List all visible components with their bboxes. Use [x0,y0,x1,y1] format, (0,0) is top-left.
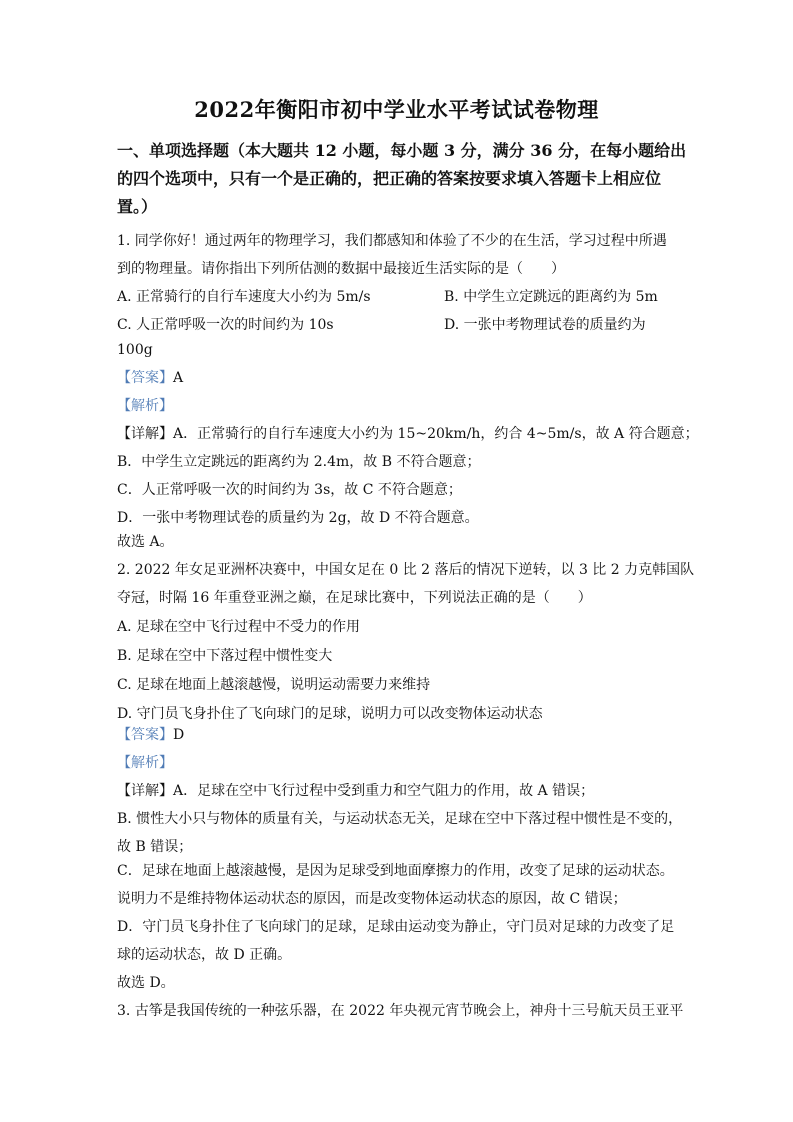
section-header-line-2: 的四个选项中，只有一个是正确的，把正确的答案按要求填入答题卡上相应位 [117,169,662,188]
q1-option-a: A. 正常骑行的自行车速度大小约为 5m/s [117,289,371,305]
detail-label: 【详解】 [117,426,173,442]
q1-stem-line-2: 到的物理量。请你指出下列所估测的数据中最接近生活实际的是（ ） [117,261,565,277]
q2-detail-line-4: C．足球在地面上越滚越慢，是因为足球受到地面摩擦力的作用，改变了足球的运动状态。 [117,863,674,879]
section-header-line-3: 置。） [117,197,158,216]
q2-stem-line-2: 夺冠，时隔 16 年重登亚洲之巅，在足球比赛中，下列说法正确的是（ ） [117,590,592,606]
q2-detail-line-6: D．守门员飞身扑住了飞向球门的足球，足球由运动变为静止，守门员对足球的力改变了足 [117,919,675,935]
section-header-line-1: 一、单项选择题（本大题共 12 小题，每小题 3 分，满分 36 分，在每小题给出 [117,141,687,160]
q2-answer [117,724,184,744]
detail-label: 【详解】 [117,783,173,799]
q1-analysis-label: 【解析】 [117,398,173,414]
q2-option-c: C. 足球在地面上越滚越慢，说明运动需要力来维持 [117,677,431,693]
q2-conclusion: 故选 D。 [117,975,175,991]
q1-conclusion: 故选 A。 [117,534,174,550]
q1-detail-line-4: D．一张中考物理试卷的质量约为 2g，故 D 不符合题意。 [117,510,479,526]
q1-detail-line-1: 【详解】A．正常骑行的自行车速度大小约为 15~20km/h，约合 4~5m/s，故 A 符合题意； [117,426,699,442]
q2-option-b: B. 足球在空中下落过程中惯性变大 [117,648,333,664]
q1-answer-value: A [173,370,184,386]
q1-option-c: C. 人正常呼吸一次的时间约为 10s [117,317,334,333]
q2-stem-line-1: 2. 2022 年女足亚洲杯决赛中，中国女足在 0 比 2 落后的情况下逆转，以 3 比 2 力克韩国队 [117,562,695,578]
q1-detail-line-2: B．中学生立定跳远的距离约为 2.4m，故 B 不符合题意； [117,454,481,470]
answer-label: 【答案】 [117,370,173,386]
q1-stem-line-1: 1. 同学你好！通过两年的物理学习，我们都感知和体验了不少的在生活，学习过程中所遇 [117,233,667,249]
page-title: 2022年衡阳市初中学业水平考试试卷物理 [194,97,599,122]
q2-detail-line-2: B. 惯性大小只与物体的质量有关，与运动状态无关，足球在空中下落过程中惯性是不变的， [117,811,683,827]
q2-option-a: A. 足球在空中飞行过程中不受力的作用 [117,619,361,635]
q2-answer-value: D [173,727,185,743]
q2-analysis-label: 【解析】 [117,755,173,771]
q1-option-d: D. 一张中考物理试卷的质量约为 [444,317,646,333]
q1-option-d-cont: 100g [117,342,153,358]
q1-answer [117,367,183,387]
q1-option-b: B. 中学生立定跳远的距离约为 5m [444,289,658,305]
answer-label: 【答案】 [117,727,173,743]
q2-option-d: D. 守门员飞身扑住了飞向球门的足球，说明力可以改变物体运动状态 [117,706,543,722]
q2-detail-line-5: 说明力不是维持物体运动状态的原因，而是改变物体运动状态的原因，故 C 错误； [117,891,627,907]
q2-detail-line-3: 故 B 错误； [117,839,193,855]
q1-detail-line-3: C．人正常呼吸一次的时间约为 3s，故 C 不符合题意； [117,482,462,498]
q2-detail-line-7: 球的运动状态，故 D 正确。 [117,947,292,963]
q2-detail-line-1: 【详解】A．足球在空中飞行过程中受到重力和空气阻力的作用，故 A 错误； [117,783,595,799]
q3-stem-line-1: 3. 古筝是我国传统的一种弦乐器，在 2022 年央视元宵节晚会上，神舟十三号航天员王亚平 [117,1003,684,1019]
